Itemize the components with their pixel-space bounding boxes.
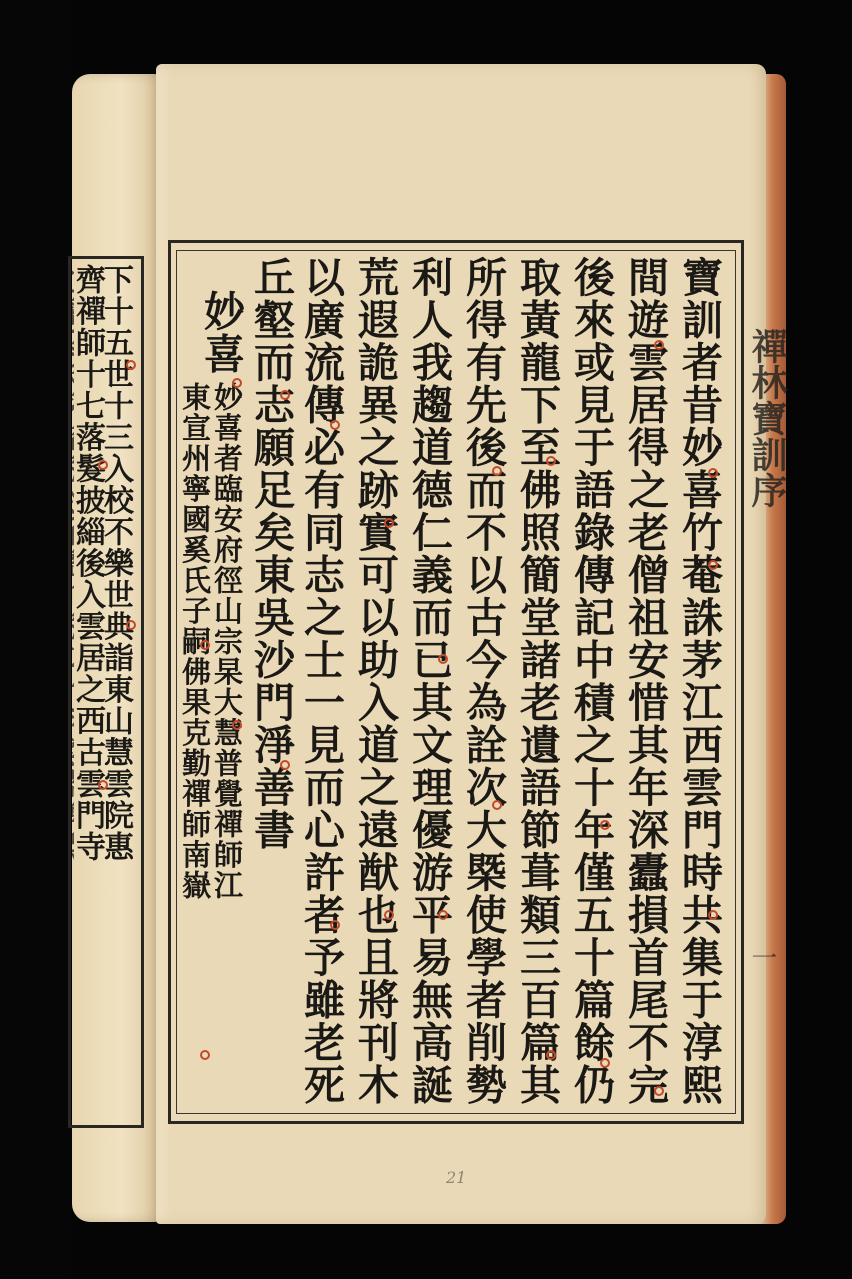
main-column-6: 利人我趨道德仁義而已其文理優游平易無高誕 [405, 256, 453, 1106]
fold-column-2: 齊禪師十七落髮披緇後入雲居之西古雲門寺 [70, 264, 105, 863]
punctuation-mark [280, 390, 290, 400]
punctuation-mark [280, 760, 290, 770]
punctuation-mark [600, 820, 610, 830]
punctuation-mark [126, 360, 136, 370]
punctuation-mark [200, 640, 210, 650]
fold-column-1: 下十五世十三入校不樂世典詣東山慧雲院惠 [98, 264, 133, 863]
punctuation-mark [654, 1086, 664, 1096]
main-column-2: 間遊雲居得之老僧祖安惜其年深蠹損首尾不完 [621, 256, 669, 1106]
punctuation-mark [232, 720, 242, 730]
main-column-8: 以廣流傳必有同志之士一見而心許者予雖老死 [297, 256, 345, 1106]
punctuation-mark [330, 420, 340, 430]
punctuation-mark [98, 460, 108, 470]
main-column-7: 荒遐詭異之跡實可以助入道之遠猷也且將刊木 [351, 256, 399, 1106]
punctuation-mark [330, 920, 340, 930]
main-column-9: 丘壑而志願足矣東吳沙門淨善書 [247, 256, 295, 851]
punctuation-mark [232, 378, 242, 388]
punctuation-mark [654, 340, 664, 350]
punctuation-mark [384, 518, 394, 528]
main-column-1: 寶訓者昔妙喜竹菴誅茅江西雲門時共集于淳熙 [675, 256, 723, 1106]
punctuation-mark [200, 1050, 210, 1060]
signature-miaoxi: 妙喜 [197, 290, 245, 375]
punctuation-mark [438, 910, 448, 920]
punctuation-mark [600, 1058, 610, 1068]
annotation-column-2: 東宣州寧國奚氏子嗣佛果克勤禪師南嶽 [178, 382, 212, 901]
punctuation-mark [98, 780, 108, 790]
punctuation-mark [126, 620, 136, 630]
punctuation-mark [438, 654, 448, 664]
margin-folio: 一 [747, 944, 777, 970]
punctuation-mark [492, 800, 502, 810]
main-column-5: 所得有先後而不以古今為詮次大槩使學者削勢 [459, 256, 507, 1106]
main-column-4: 取黃龍下至佛照簡堂諸老遺語節葺類三百篇其 [513, 256, 561, 1106]
background [0, 0, 70, 1279]
punctuation-mark [708, 560, 718, 570]
punctuation-mark [708, 910, 718, 920]
annotation-column-1: 妙喜者臨安府徑山宗杲大慧普覺禪師江 [210, 382, 244, 901]
punctuation-mark [546, 1050, 556, 1060]
punctuation-mark [384, 910, 394, 920]
punctuation-mark [546, 456, 556, 466]
punctuation-mark [708, 468, 718, 478]
pencil-page-number: 21 [446, 1168, 467, 1187]
punctuation-mark [492, 466, 502, 476]
main-column-3: 後來或見于語錄傳記中積之十年僅五十篇餘仍 [567, 256, 615, 1106]
margin-title: 禪林寶訓序 [746, 328, 788, 508]
